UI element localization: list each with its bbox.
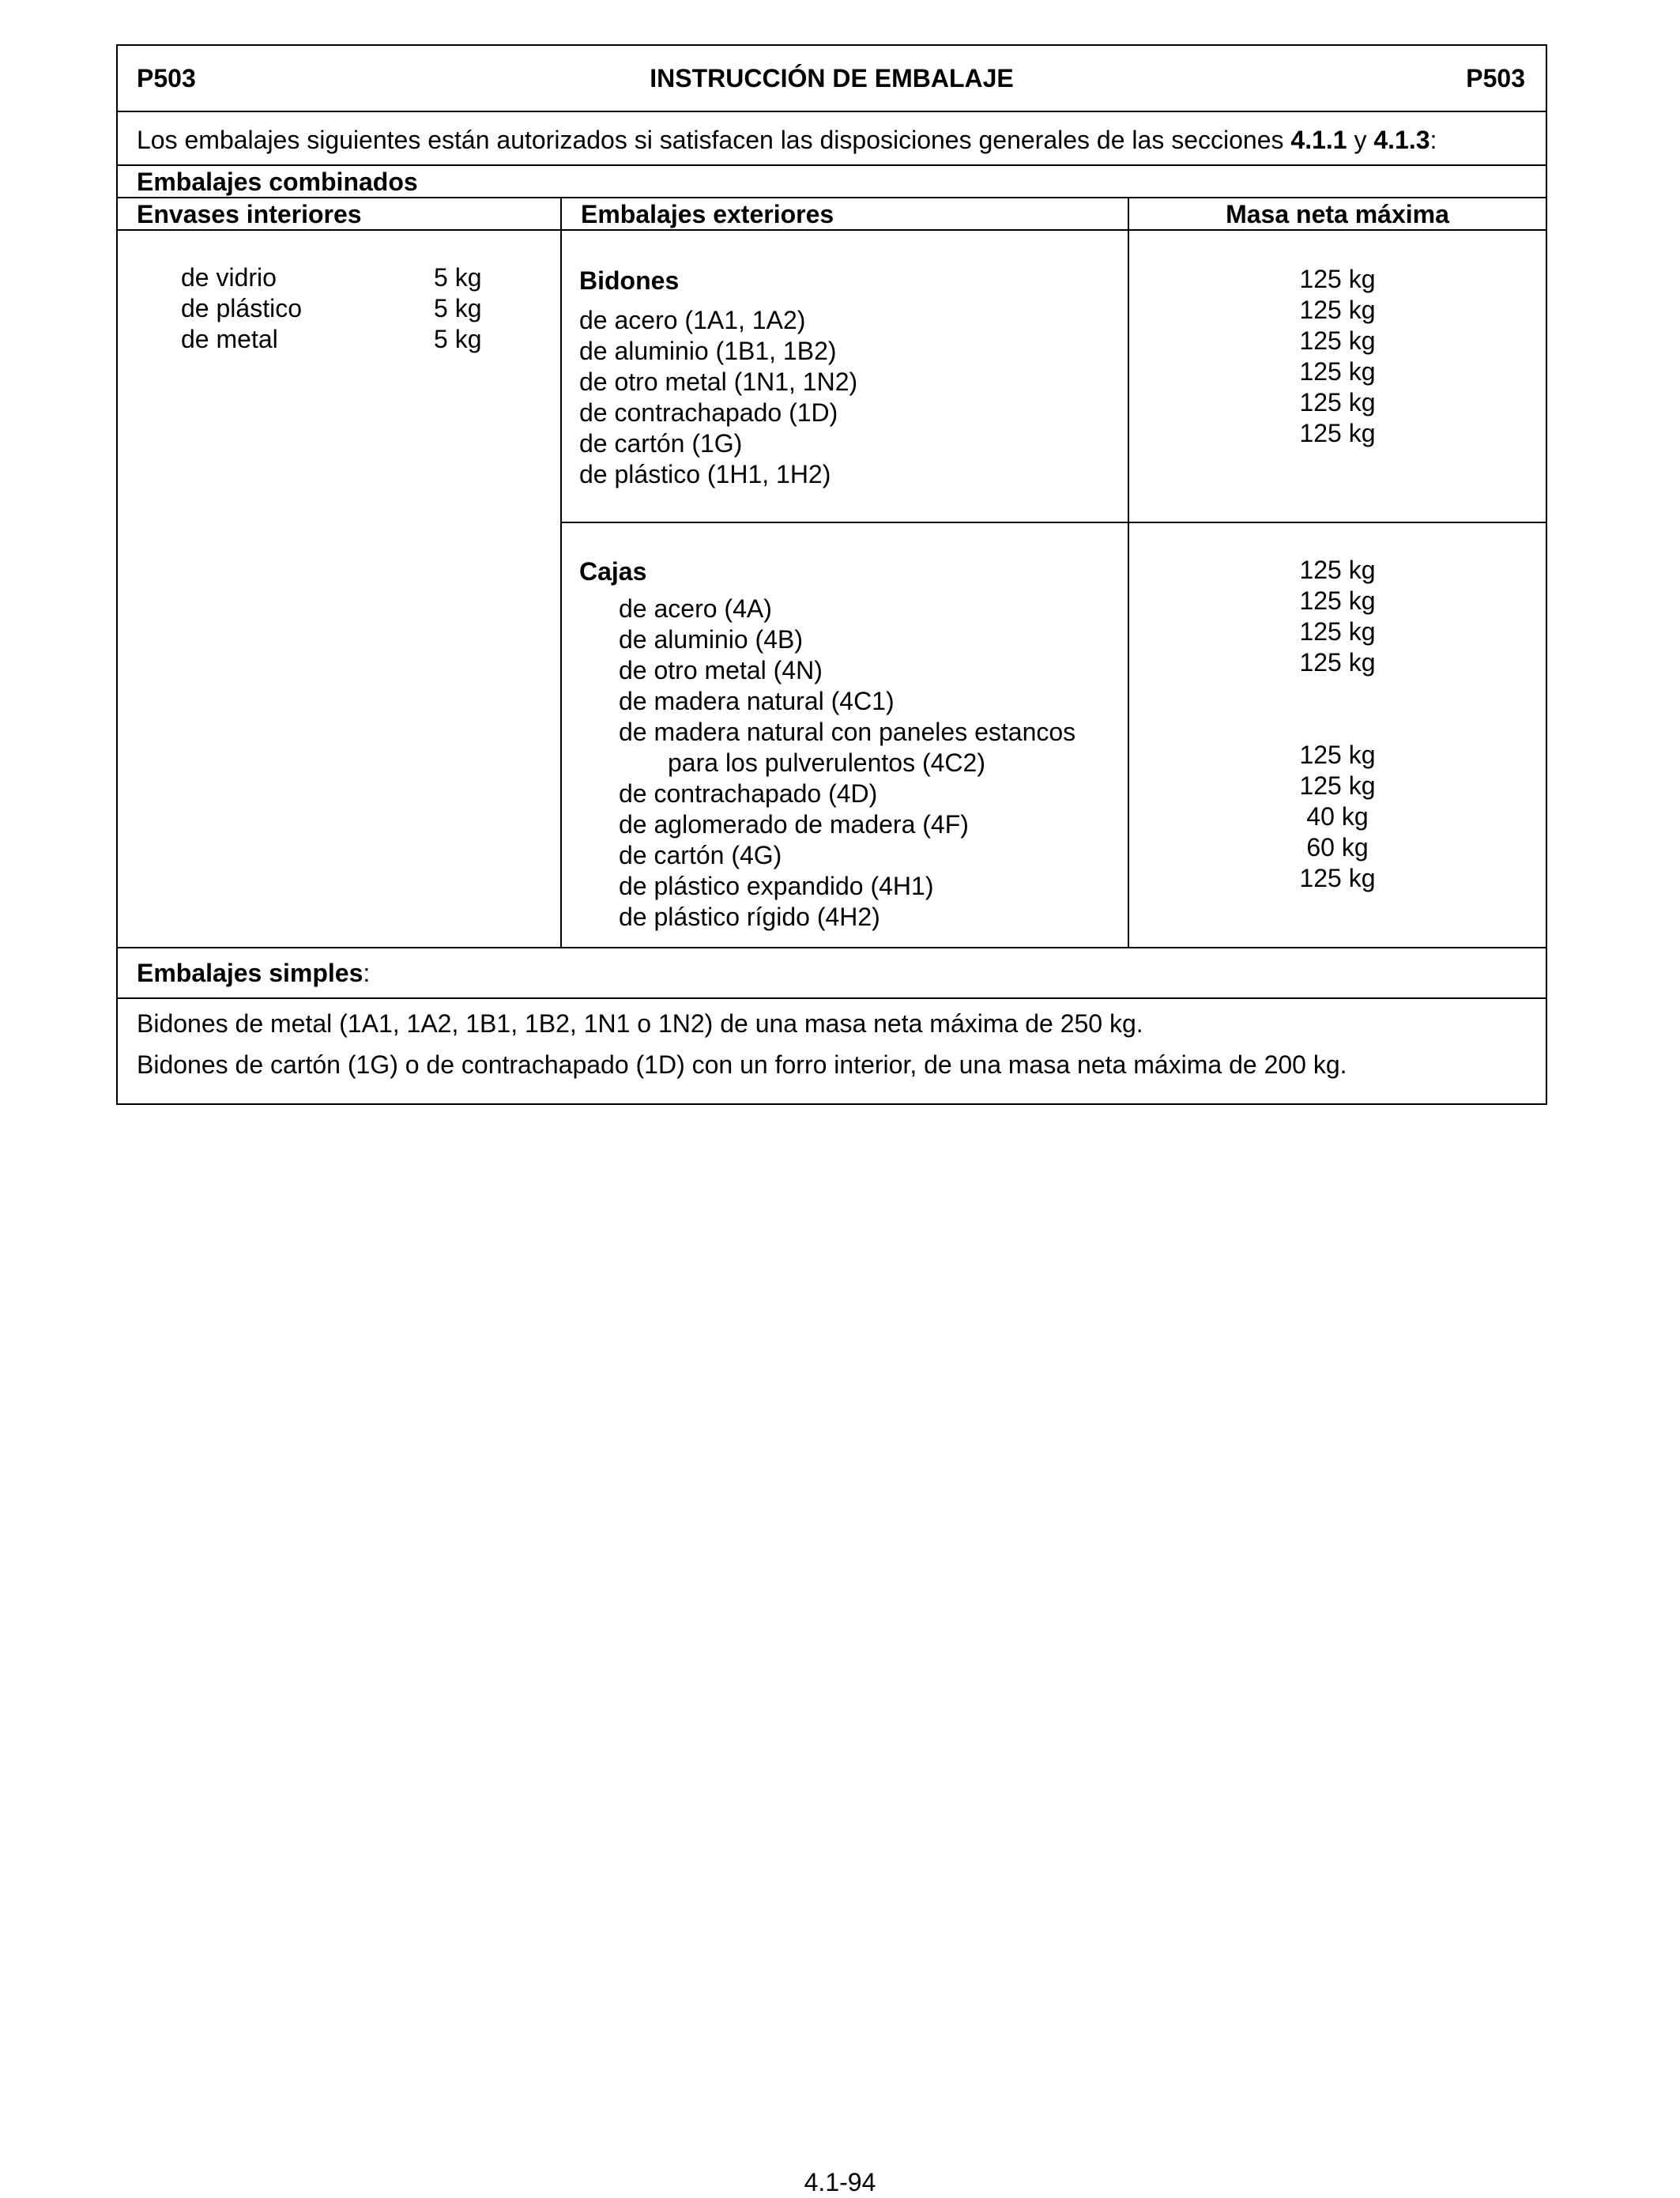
- inner-item: [118, 262, 560, 293]
- combined-body: [116, 231, 1547, 948]
- ref-4-1-3: 4.1.3: [1373, 126, 1430, 154]
- mass-gap: [1129, 678, 1546, 740]
- box-item: de aluminio (4B): [619, 625, 803, 654]
- drums-description: [562, 231, 1128, 522]
- single-colon: :: [363, 959, 371, 987]
- mass-header: Masa neta máxima: [1128, 198, 1546, 230]
- inner-mass: 5 kg: [434, 325, 482, 353]
- box-item: de otro metal (4N): [619, 656, 823, 684]
- box-mass: 125 kg: [1299, 771, 1376, 800]
- drums-masses: [1128, 231, 1546, 522]
- header-row: [116, 44, 1547, 112]
- inner-item: [118, 293, 560, 324]
- box-item: de contrachapado (4D): [619, 779, 878, 808]
- drums-block: [562, 231, 1546, 522]
- intro-row: [116, 112, 1547, 166]
- box-mass: 125 kg: [1299, 648, 1376, 677]
- column-headers: [116, 198, 1547, 231]
- drum-item: de acero (1A1, 1A2): [579, 306, 806, 334]
- drum-item: de cartón (1G): [579, 429, 743, 458]
- box-item: de aglomerado de madera (4F): [619, 810, 969, 839]
- drum-mass: 125 kg: [1299, 388, 1376, 417]
- box-item-continuation: para los pulverulentos (4C2): [668, 748, 985, 777]
- outer-packagings: [560, 231, 1546, 947]
- inner-mass: 5 kg: [434, 294, 482, 322]
- single-line: Bidones de metal (1A1, 1A2, 1B1, 1B2, 1N1 o 1N2) de una masa neta máxima de 250 kg.: [137, 1009, 1143, 1038]
- box-mass: 125 kg: [1299, 617, 1376, 646]
- page-number: 4.1-94: [804, 2168, 876, 2196]
- boxes-masses: [1128, 523, 1546, 947]
- single-title: Embalajes simples: [137, 959, 363, 987]
- drum-mass: 125 kg: [1299, 265, 1376, 293]
- boxes-block: [562, 522, 1546, 947]
- box-mass: 125 kg: [1299, 586, 1376, 615]
- box-mass: 60 kg: [1306, 833, 1369, 861]
- drum-mass: 125 kg: [1299, 326, 1376, 355]
- code-left: P503: [137, 63, 196, 92]
- box-mass: 125 kg: [1299, 741, 1376, 769]
- box-item: de plástico expandido (4H1): [619, 872, 934, 900]
- intro-colon: :: [1430, 126, 1437, 154]
- combined-title: Embalajes combinados: [116, 166, 1547, 198]
- drum-item: de aluminio (1B1, 1B2): [579, 337, 837, 365]
- box-item: de acero (4A): [619, 594, 772, 623]
- intro-text: Los embalajes siguientes están autorizados si satisfacen las disposiciones generales de las secciones: [137, 126, 1291, 154]
- code-right: P503: [1466, 63, 1525, 92]
- box-item: de cartón (4G): [619, 841, 782, 869]
- boxes-title: Cajas: [579, 557, 647, 586]
- single-packagings-header: [116, 948, 1547, 999]
- box-item: de plástico rígido (4H2): [619, 903, 880, 931]
- drum-mass: 125 kg: [1299, 357, 1376, 386]
- single-line: Bidones de cartón (1G) o de contrachapado (1D) con un forro interior, de una masa neta máxima de 200 kg.: [137, 1050, 1347, 1079]
- drum-mass: 125 kg: [1299, 419, 1376, 447]
- inner-name: de metal: [181, 325, 278, 353]
- inner-name: de plástico: [181, 294, 302, 322]
- inner-name: de vidrio: [181, 263, 277, 292]
- drum-item: de otro metal (1N1, 1N2): [579, 368, 858, 396]
- inner-packagings: [118, 231, 560, 947]
- packing-instruction-table: [116, 44, 1547, 1105]
- ref-4-1-1: 4.1.1: [1290, 126, 1347, 154]
- drum-item: de contrachapado (1D): [579, 398, 838, 427]
- box-item: de madera natural (4C1): [619, 687, 895, 715]
- drum-item: de plástico (1H1, 1H2): [579, 460, 831, 488]
- box-mass: 40 kg: [1306, 802, 1369, 831]
- instruction-title: INSTRUCCIÓN DE EMBALAJE: [650, 63, 1014, 92]
- drums-title: Bidones: [579, 266, 680, 295]
- box-item: de madera natural con paneles estancos: [619, 718, 1076, 746]
- inner-item: [118, 324, 560, 355]
- intro-and: y: [1347, 126, 1374, 154]
- box-mass: 125 kg: [1299, 556, 1376, 584]
- single-packagings-body: [116, 999, 1547, 1105]
- drum-mass: 125 kg: [1299, 296, 1376, 324]
- inner-mass: 5 kg: [434, 263, 482, 292]
- outer-header: Embalajes exteriores: [560, 198, 1128, 230]
- box-mass: 125 kg: [1299, 864, 1376, 892]
- inner-header: Envases interiores: [137, 200, 362, 228]
- boxes-description: [562, 523, 1128, 947]
